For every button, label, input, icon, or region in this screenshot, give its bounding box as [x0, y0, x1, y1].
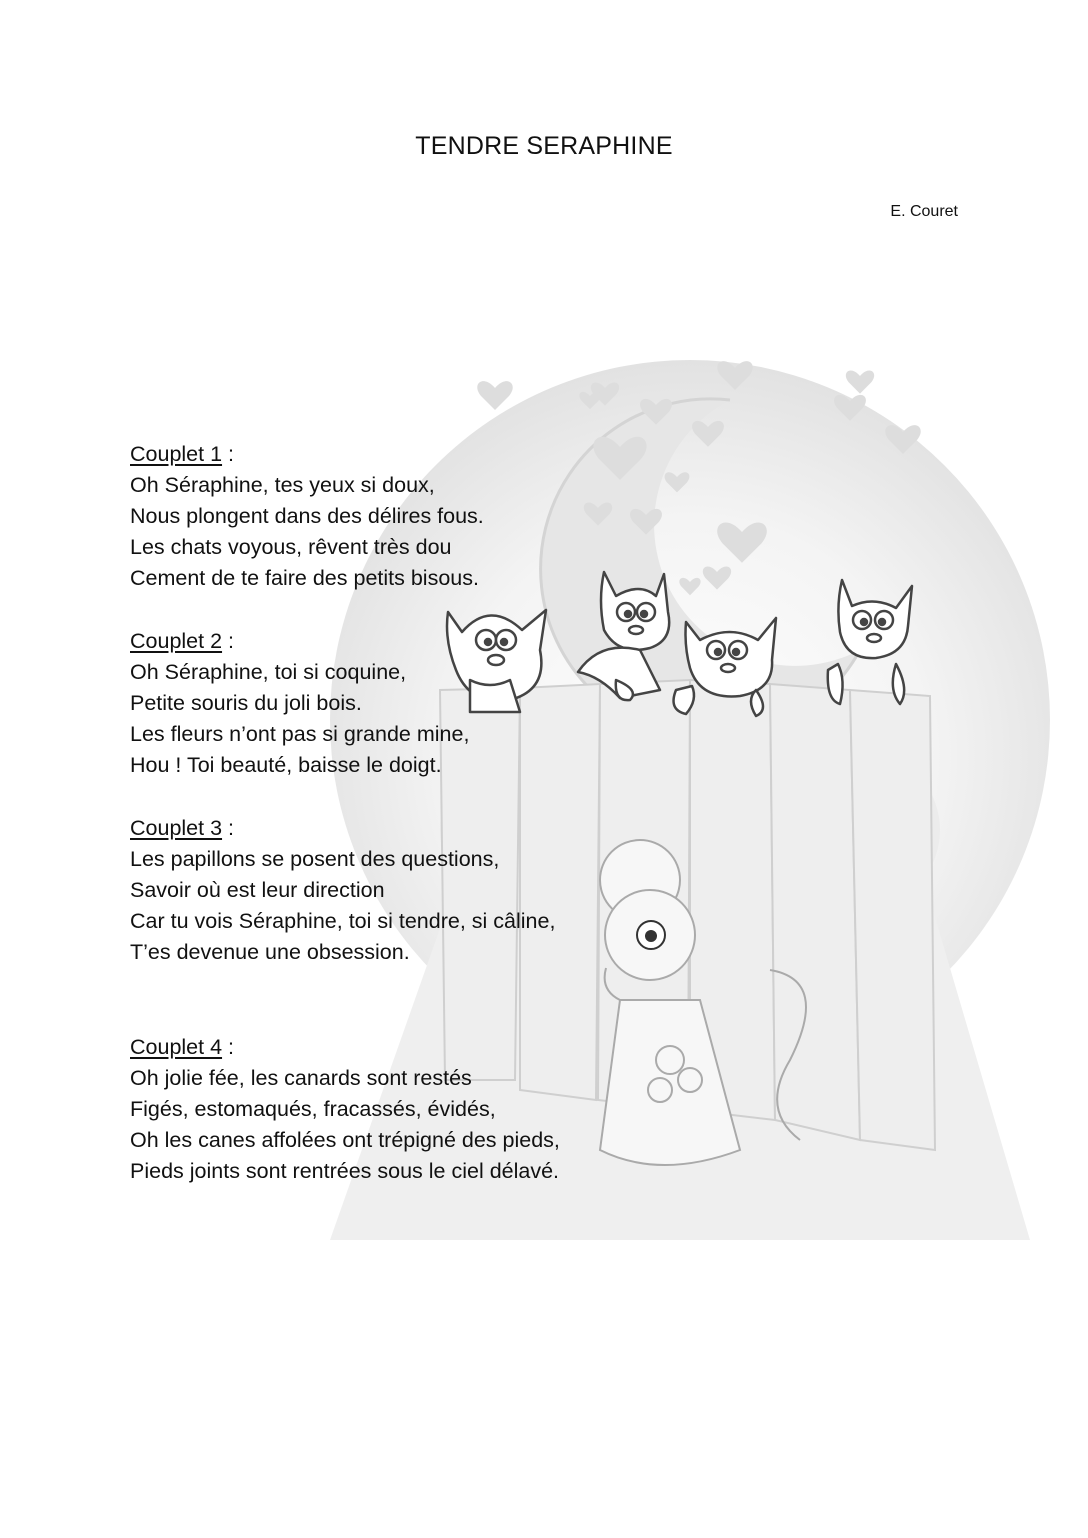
couplet-heading-colon: :	[222, 1035, 234, 1059]
couplet-1	[130, 439, 484, 594]
couplet-heading	[130, 626, 469, 657]
lyric-line: T’es devenue une obsession.	[130, 940, 410, 964]
heart-icon	[477, 381, 512, 410]
lyric-line: Petite souris du joli bois.	[130, 691, 362, 715]
couplet-heading-text: Couplet 4	[130, 1035, 223, 1059]
lyric-line: Nous plongent dans des délires fous.	[130, 504, 484, 528]
couplet-heading-colon: :	[222, 816, 234, 840]
lyric-line: Oh Séraphine, tes yeux si doux,	[130, 473, 435, 497]
lyric-line: Oh jolie fée, les canards sont restés	[130, 1066, 472, 1090]
author-name: E. Couret	[890, 203, 958, 220]
lyric-line: Les fleurs n’ont pas si grande mine,	[130, 722, 470, 746]
lyric-line: Car tu vois Séraphine, toi si tendre, si câline,	[130, 909, 556, 933]
couplet-heading-text: Couplet 3	[130, 816, 223, 840]
lyric-line: Les papillons se posent des questions,	[130, 847, 500, 871]
lyric-line: Hou ! Toi beauté, baisse le doigt.	[130, 753, 442, 777]
lyric-line: Cement de te faire des petits bisous.	[130, 566, 479, 590]
lyric-line: Figés, estomaqués, fracassés, évidés,	[130, 1097, 496, 1121]
document-title: TENDRE SERAPHINE	[415, 132, 673, 160]
lyric-line: Oh Séraphine, toi si coquine,	[130, 660, 407, 684]
couplet-3	[130, 813, 555, 968]
couplet-heading-colon: :	[222, 442, 234, 466]
couplet-2	[130, 626, 469, 781]
lyric-line: Oh les canes affolées ont trépigné des pieds,	[130, 1128, 560, 1152]
couplet-heading-colon: :	[222, 629, 234, 653]
lyric-line: Savoir où est leur direction	[130, 878, 385, 902]
heart-icon	[846, 371, 874, 394]
couplet-heading-text: Couplet 2	[130, 629, 223, 653]
couplet-heading	[130, 1032, 560, 1063]
couplet-4	[130, 1032, 560, 1187]
couplet-heading	[130, 439, 484, 470]
lyric-line: Pieds joints sont rentrées sous le ciel délavé.	[130, 1159, 560, 1183]
couplet-heading	[130, 813, 555, 844]
lyric-line: Les chats voyous, rêvent très dou	[130, 535, 452, 559]
couplet-heading-text: Couplet 1	[130, 442, 223, 466]
